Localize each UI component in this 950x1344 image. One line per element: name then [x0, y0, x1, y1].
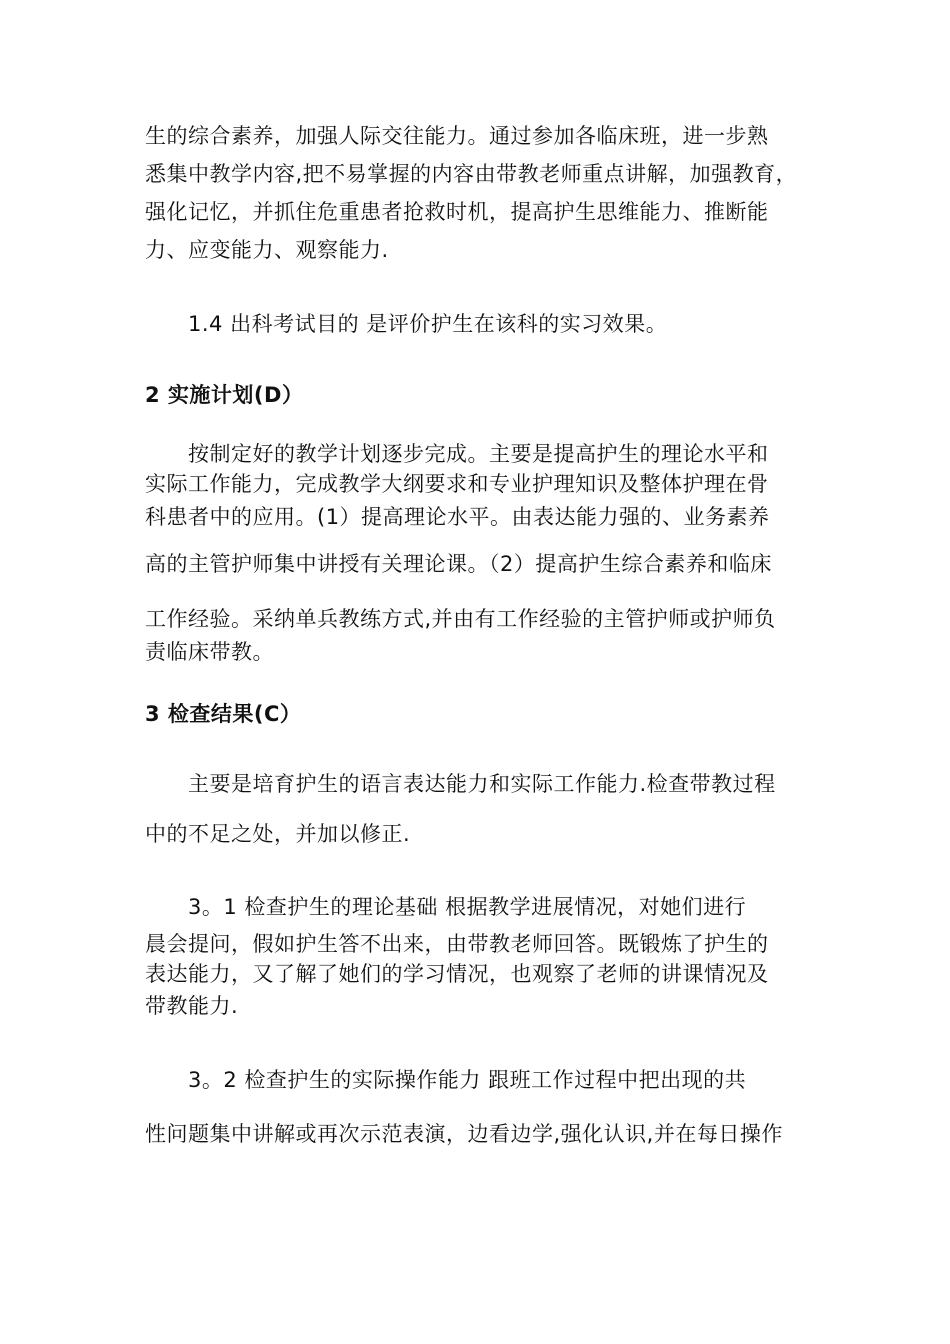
paragraph-line: 按制定好的教学计划逐步完成。主要是提高护生的理论水平和 — [188, 442, 769, 466]
paragraph-line: 科患者中的应用。(1）提高理论水平。由表达能力强的、业务素养 — [145, 505, 770, 529]
paragraph-line: 悉集中教学内容,把不易掌握的内容由带教老师重点讲解，加强教育， — [145, 162, 798, 186]
paragraph-line: 强化记忆，并抓住危重患者抢救时机，提高护生思维能力、推断能 — [145, 200, 769, 224]
section-3-2-line: 3。2 检查护生的实际操作能力 跟班工作过程中把出现的共 — [188, 1068, 747, 1092]
paragraph-line: 表达能力，又了解了她们的学习情况，也观察了老师的讲课情况及 — [145, 962, 769, 986]
section-heading-3: 3 检查结果(C） — [145, 702, 302, 726]
section-1-4-line: 1.4 出科考试目的 是评价护生在该科的实习效果。 — [188, 312, 668, 336]
paragraph-line: 性问题集中讲解或再次示范表演，边看边学,强化认识,并在每日操作 — [145, 1122, 783, 1146]
paragraph-line: 带教能力. — [145, 994, 239, 1018]
paragraph-line: 责临床带教。 — [145, 640, 274, 664]
paragraph-line: 生的综合素养，加强人际交往能力。通过参加各临床班，进一步熟 — [145, 124, 769, 148]
paragraph-line: 晨会提问，假如护生答不出来，由带教老师回答。既锻炼了护生的 — [145, 932, 769, 956]
paragraph-line: 力、应变能力、观察能力. — [145, 238, 389, 262]
section-3-1-line: 3。1 检查护生的理论基础 根据教学进展情况，对她们进行 — [188, 895, 747, 919]
paragraph-line: 中的不足之处，并加以修正. — [145, 822, 411, 846]
paragraph-line: 主要是培育护生的语言表达能力和实际工作能力.检查带教过程 — [188, 772, 776, 796]
section-heading-2: 2 实施计划(D） — [145, 383, 304, 407]
paragraph-line: 高的主管护师集中讲授有关理论课。（2）提高护生综合素养和临床 — [145, 552, 772, 576]
paragraph-line: 工作经验。采纳单兵教练方式,并由有工作经验的主管护师或护师负 — [145, 607, 776, 631]
paragraph-line: 实际工作能力，完成教学大纲要求和专业护理知识及整体护理在骨 — [145, 472, 769, 496]
